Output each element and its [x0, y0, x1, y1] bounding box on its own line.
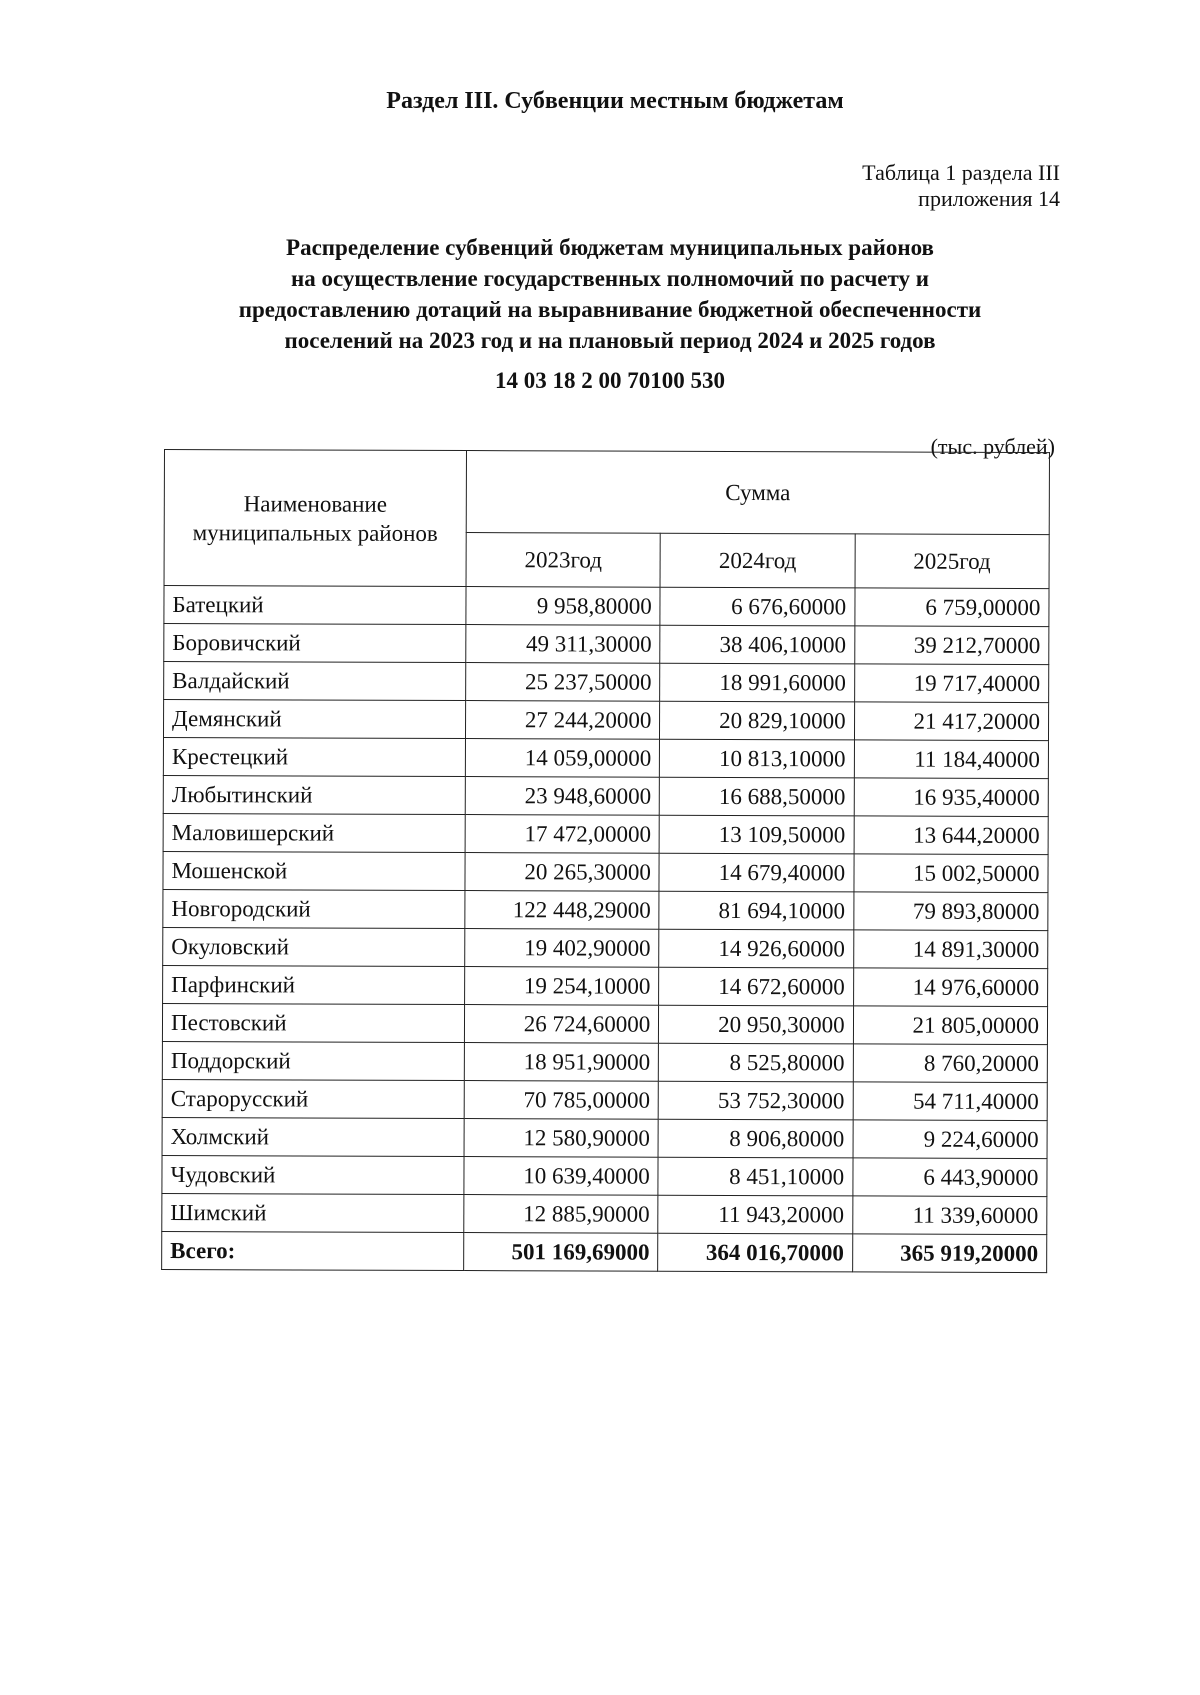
amount-cell: 8 451,10000	[658, 1157, 852, 1196]
subventions-table	[161, 449, 1050, 1273]
amount-cell: 364 016,70000	[658, 1233, 852, 1272]
amount-cell: 13 644,20000	[854, 816, 1048, 855]
amount-cell: 23 948,60000	[465, 777, 659, 816]
table-row	[162, 1003, 1047, 1044]
amount-cell: 16 688,50000	[660, 777, 854, 816]
amount-cell: 11 943,20000	[658, 1195, 852, 1234]
header-name	[164, 450, 466, 587]
header-sum: Сумма	[466, 451, 1049, 535]
amount-cell: 19 717,40000	[854, 664, 1048, 703]
amount-cell: 54 711,40000	[853, 1082, 1047, 1121]
amount-cell: 49 311,30000	[466, 625, 660, 664]
district-name: Любытинский	[163, 775, 465, 814]
amount-cell: 13 109,50000	[659, 815, 853, 854]
table-row	[163, 700, 1048, 741]
amount-cell: 20 265,30000	[465, 853, 659, 892]
amount-cell: 25 237,50000	[466, 663, 660, 702]
table-row	[163, 775, 1048, 816]
amount-cell: 14 059,00000	[465, 739, 659, 778]
table-row	[163, 813, 1048, 854]
table-row	[162, 1155, 1047, 1196]
district-name: Шимский	[162, 1193, 464, 1232]
amount-cell: 10 639,40000	[464, 1157, 658, 1196]
district-name: Демянский	[163, 700, 465, 739]
district-name: Крестецкий	[163, 738, 465, 777]
title-line: на осуществление государственных полномочий по расчету и	[291, 266, 929, 291]
district-name: Окуловский	[163, 927, 465, 966]
amount-cell: 20 829,10000	[660, 701, 854, 740]
amount-cell: 6 759,00000	[855, 588, 1049, 627]
section-title: Раздел III. Субвенции местным бюджетам	[386, 88, 844, 114]
budget-code: 14 03 18 2 00 70100 530	[495, 368, 725, 393]
district-name: Валдайский	[164, 662, 466, 701]
amount-cell: 27 244,20000	[465, 701, 659, 740]
amount-cell: 501 169,69000	[464, 1233, 658, 1272]
document-title	[0, 232, 1200, 356]
amount-cell: 81 694,10000	[659, 891, 853, 930]
amount-cell: 53 752,30000	[658, 1081, 852, 1120]
amount-cell: 365 919,20000	[852, 1234, 1046, 1273]
amount-cell: 9 958,80000	[466, 587, 660, 626]
amount-cell: 11 339,60000	[852, 1196, 1046, 1235]
amount-cell: 14 926,60000	[659, 929, 853, 968]
table-row	[163, 851, 1048, 892]
total-row	[162, 1231, 1047, 1272]
table-row	[162, 1117, 1047, 1158]
district-name: Чудовский	[162, 1155, 464, 1194]
district-name: Маловишерский	[163, 813, 465, 852]
district-name: Парфинский	[163, 965, 465, 1004]
amount-cell: 11 184,40000	[854, 740, 1048, 779]
amount-cell: 6 443,90000	[853, 1158, 1047, 1197]
amount-cell: 21 417,20000	[854, 702, 1048, 741]
table-reference	[862, 160, 1060, 212]
table-row	[164, 624, 1049, 665]
header-name-line: Наименование	[243, 490, 387, 517]
amount-cell: 9 224,60000	[853, 1120, 1047, 1159]
amount-cell: 8 525,80000	[659, 1043, 853, 1082]
amount-cell: 70 785,00000	[464, 1081, 658, 1120]
header-name-line: муниципальных районов	[192, 519, 438, 546]
header-year-2024: 2024год	[660, 533, 855, 587]
amount-cell: 26 724,60000	[464, 1005, 658, 1044]
title-line: предоставлению дотаций на выравнивание бюджетной обеспеченности	[238, 297, 982, 322]
units-label: (тыс. рублей)	[930, 434, 1055, 459]
district-name: Батецкий	[164, 586, 466, 625]
table-row	[163, 965, 1048, 1006]
header-year-2023: 2023год	[466, 533, 661, 587]
amount-cell: 19 402,90000	[465, 929, 659, 968]
district-name: Мошенской	[163, 851, 465, 890]
amount-cell: 39 212,70000	[854, 626, 1048, 665]
amount-cell: 8 906,80000	[658, 1119, 852, 1158]
table-row	[164, 586, 1049, 627]
amount-cell: 14 976,60000	[853, 968, 1047, 1007]
district-name: Боровичский	[164, 624, 466, 663]
district-name: Холмский	[162, 1117, 464, 1156]
amount-cell: 38 406,10000	[660, 625, 854, 664]
amount-cell: 10 813,10000	[660, 739, 854, 778]
district-name: Пестовский	[162, 1003, 464, 1042]
table-row	[163, 889, 1048, 930]
amount-cell: 14 679,40000	[659, 853, 853, 892]
amount-cell: 20 950,30000	[659, 1005, 853, 1044]
amount-cell: 6 676,60000	[660, 587, 854, 626]
table-row	[162, 1193, 1047, 1234]
district-name: Всего:	[162, 1231, 464, 1270]
amount-cell: 18 951,90000	[464, 1043, 658, 1082]
district-name: Новгородский	[163, 889, 465, 928]
table-row	[163, 738, 1048, 779]
title-line: Распределение субвенций бюджетам муниципальных районов	[286, 235, 934, 260]
amount-cell: 21 805,00000	[853, 1006, 1047, 1045]
amount-cell: 14 891,30000	[853, 930, 1047, 969]
amount-cell: 16 935,40000	[854, 778, 1048, 817]
amount-cell: 14 672,60000	[659, 967, 853, 1006]
amount-cell: 15 002,50000	[854, 854, 1048, 893]
amount-cell: 122 448,29000	[465, 891, 659, 930]
table-row	[162, 1041, 1047, 1082]
amount-cell: 18 991,60000	[660, 663, 854, 702]
amount-cell: 12 885,90000	[464, 1195, 658, 1234]
header-year-2025: 2025год	[855, 534, 1050, 588]
table-ref-line: приложения 14	[918, 186, 1060, 211]
amount-cell: 19 254,10000	[465, 967, 659, 1006]
amount-cell: 8 760,20000	[853, 1044, 1047, 1083]
table-ref-line: Таблица 1 раздела III	[862, 160, 1060, 185]
district-name: Поддорский	[162, 1041, 464, 1080]
table-row	[164, 662, 1049, 703]
amount-cell: 79 893,80000	[853, 892, 1047, 931]
table-row	[162, 1079, 1047, 1120]
title-line: поселений на 2023 год и на плановый период 2024 и 2025 годов	[284, 328, 936, 353]
amount-cell: 17 472,00000	[465, 815, 659, 854]
district-name: Старорусский	[162, 1079, 464, 1118]
table-row	[163, 927, 1048, 968]
amount-cell: 12 580,90000	[464, 1119, 658, 1158]
